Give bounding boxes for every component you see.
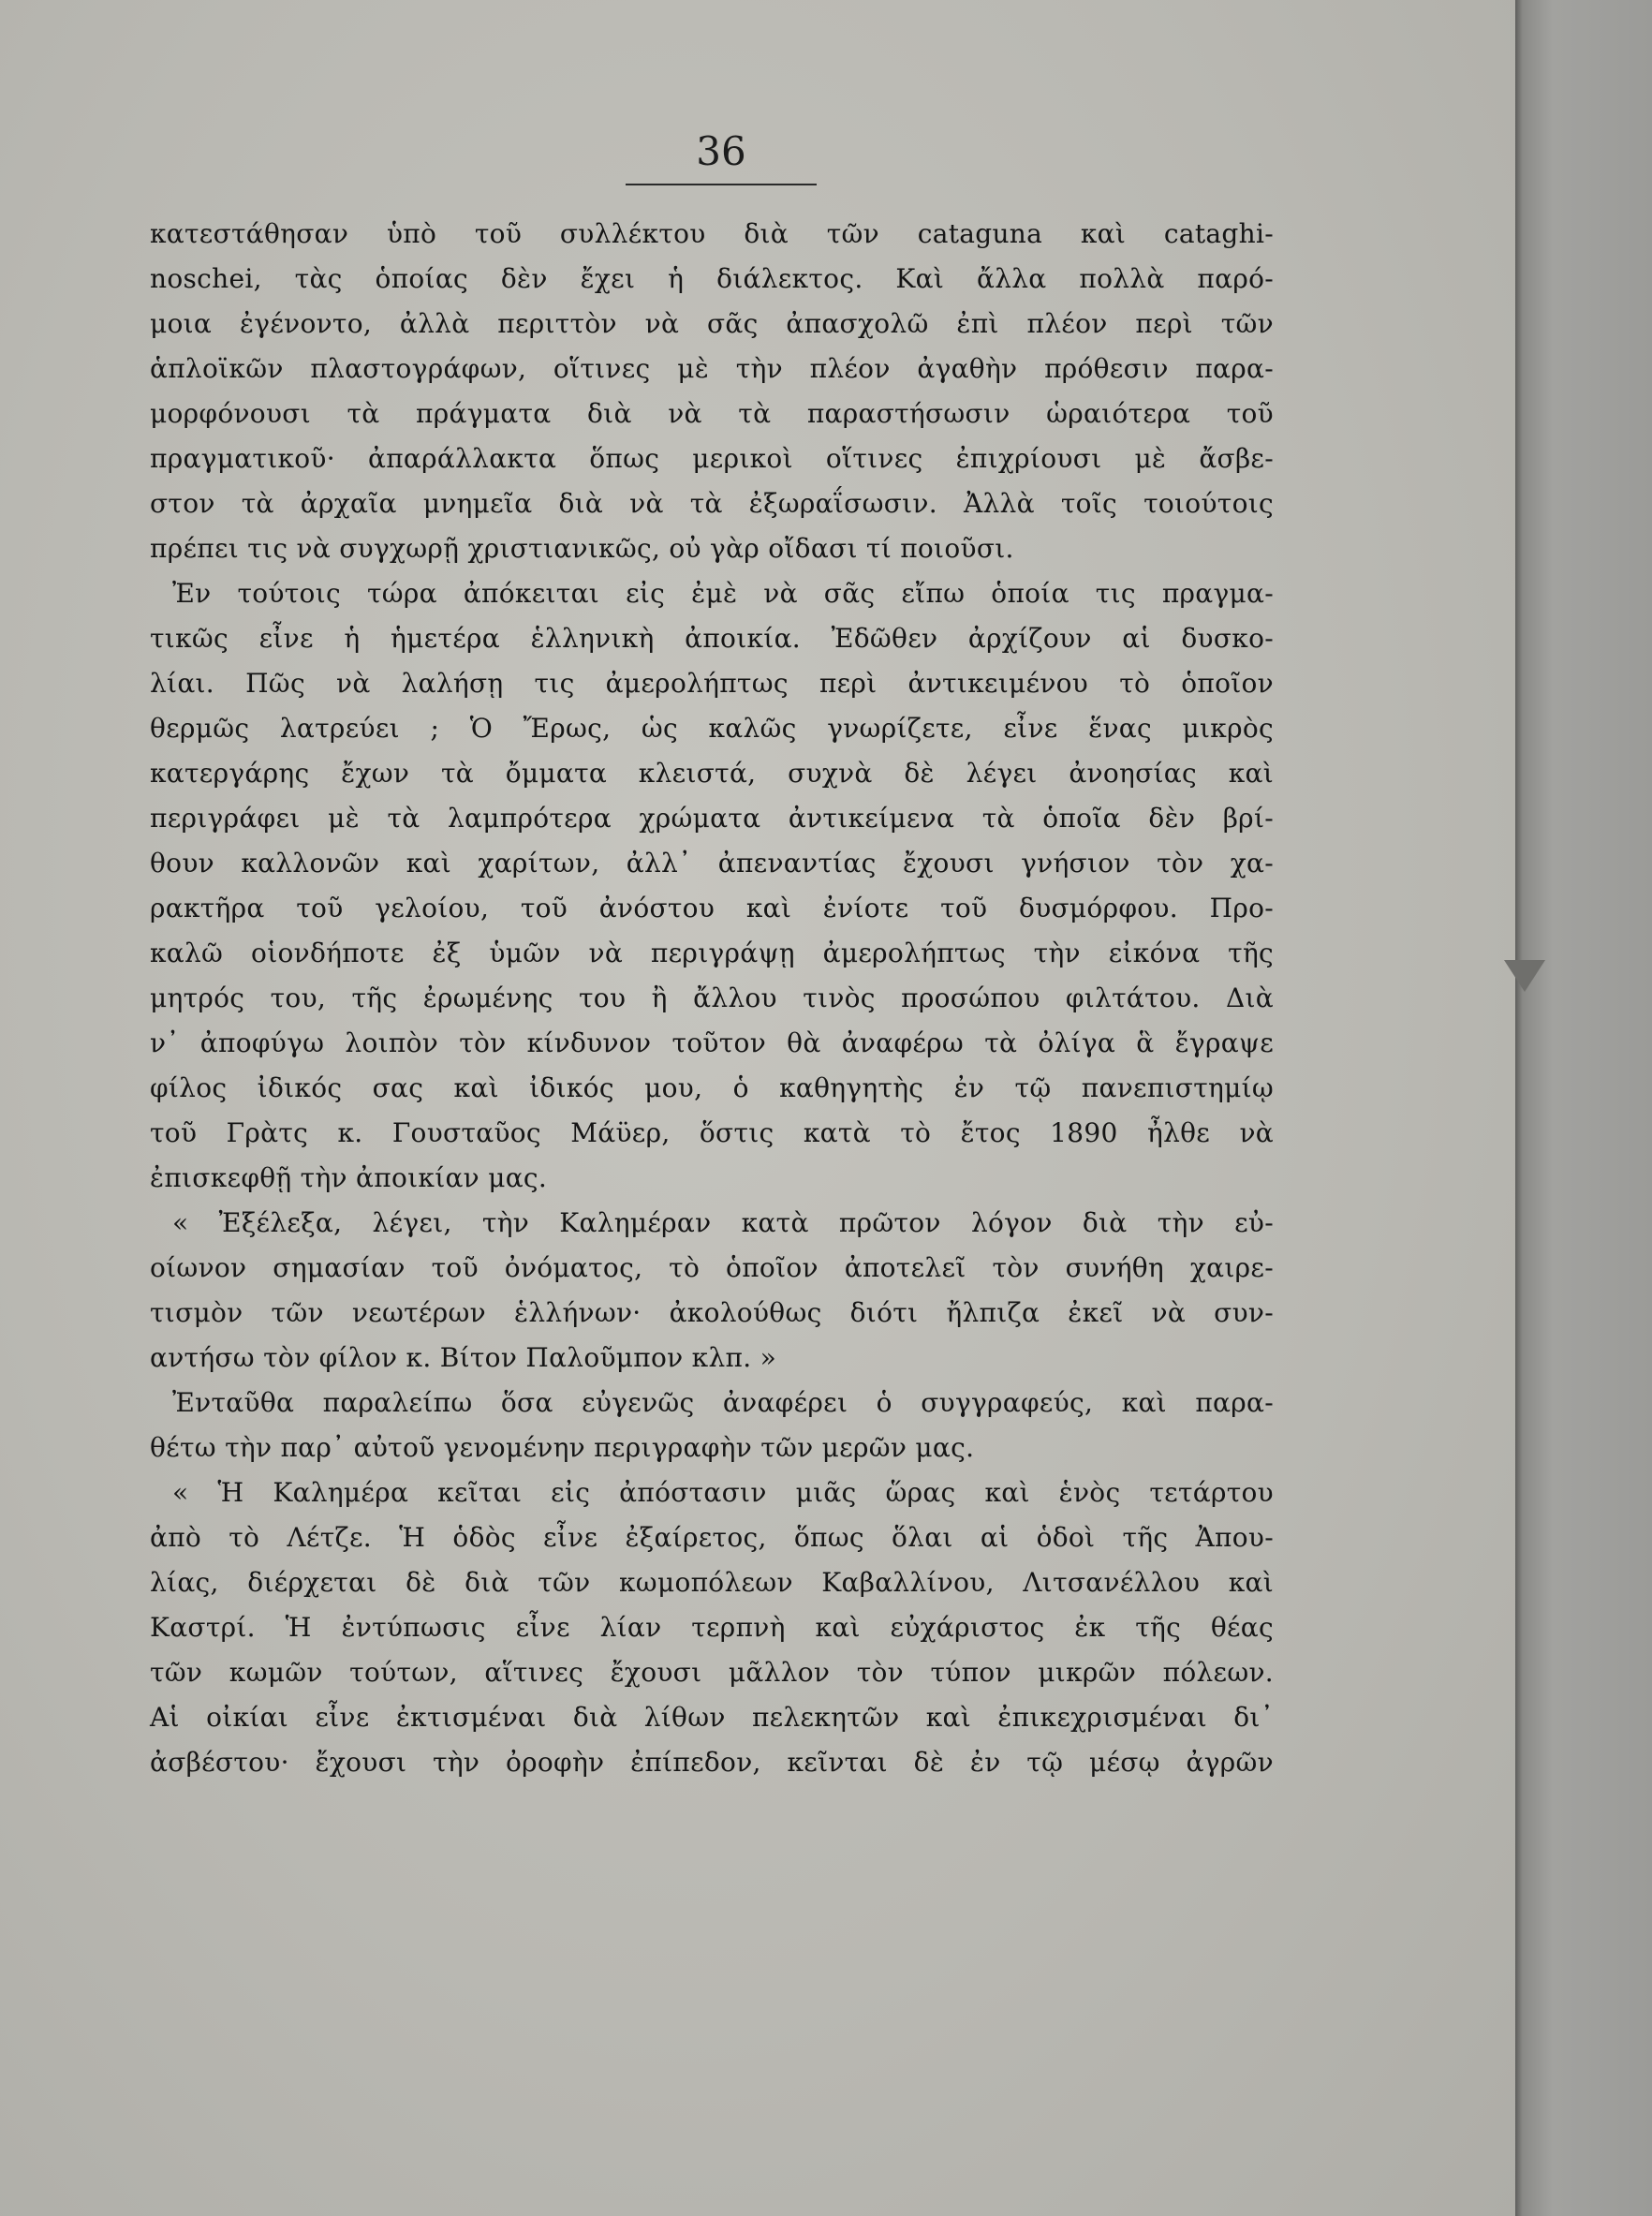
bookmark-ribbon — [1504, 960, 1545, 992]
text-line: φίλος ἰδικός σας καὶ ἰδικός μου, ὁ καθηγητὴς ἐν τῷ πανεπιστημίῳ — [150, 1072, 1274, 1103]
body-text — [150, 212, 1274, 1785]
text-line: Καστρί. Ἡ ἐντύπωσις εἶνε λίαν τερπνὴ καὶ εὐχάριστος ἐκ τῆς θέας — [150, 1612, 1274, 1643]
text-line: « Ἐξέλεξα, λέγει, τὴν Καλημέραν κατὰ πρῶτον λόγον διὰ τὴν εὐ- — [172, 1207, 1274, 1238]
text-line: περιγράφει μὲ τὰ λαμπρότερα χρώματα ἀντικείμενα τὰ ὁποῖα δὲν βρί- — [150, 803, 1274, 834]
text-line: ἀπὸ τὸ Λέτζε. Ἡ ὁδὸς εἶνε ἐξαίρετος, ὅπως ὅλαι αἱ ὁδοὶ τῆς Ἀπου- — [150, 1522, 1274, 1553]
text-line: καλῶ οἱονδήποτε ἐξ ὑμῶν νὰ περιγράψῃ ἀμερολήπτως τὴν εἰκόνα τῆς — [150, 938, 1274, 968]
text-line: ν᾽ ἀποφύγω λοιπὸν τὸν κίνδυνον τοῦτον θὰ ἀναφέρω τὰ ὀλίγα ἃ ἔγραψε — [150, 1027, 1274, 1058]
text-line: noschei, τὰς ὁποίας δὲν ἔχει ἡ διάλεκτος. Καὶ ἄλλα πολλὰ παρό- — [150, 263, 1274, 294]
text-line: ἐπισκεφθῇ τὴν ἀποικίαν μας. — [150, 1162, 548, 1193]
text-line: λίαι. Πῶς νὰ λαλήσῃ τις ἀμερολήπτως περὶ ἀντικειμένου τὸ ὁποῖον — [150, 668, 1274, 699]
text-line: πραγματικοῦ· ἀπαράλλακτα ὅπως μερικοὶ οἵτινες ἐπιχρίουσι μὲ ἄσβε- — [150, 443, 1274, 474]
text-line: τῶν κωμῶν τούτων, αἵτινες ἔχουσι μᾶλλον τὸν τύπον μικρῶν πόλεων. — [150, 1657, 1274, 1688]
text-line: Ἐν τούτοις τώρα ἀπόκειται εἰς ἐμὲ νὰ σᾶς εἴπω ὁποία τις πραγμα- — [172, 578, 1274, 609]
text-line: οίωνον σημασίαν τοῦ ὀνόματος, τὸ ὁποῖον ἀποτελεῖ τὸν συνήθη χαιρε- — [150, 1252, 1274, 1283]
text-line: στον τὰ ἀρχαῖα μνημεῖα διὰ νὰ τὰ ἐξωραΐσωσιν. Ἀλλὰ τοῖς τοιούτοις — [150, 488, 1274, 519]
text-line: Αἱ οἰκίαι εἶνε ἐκτισμέναι διὰ λίθων πελεκητῶν καὶ ἐπικεχρισμέναι δι᾽ — [150, 1702, 1274, 1733]
text-line: ἀσβέστου· ἔχουσι τὴν ὀροφὴν ἐπίπεδον, κεῖνται δὲ ἐν τῷ μέσῳ ἀγρῶν — [150, 1747, 1274, 1778]
text-line: μητρός του, τῆς ἐρωμένης του ἢ ἄλλου τινὸς προσώπου φιλτάτου. Διὰ — [150, 982, 1274, 1013]
text-line: θέτω τὴν παρ᾽ αὐτοῦ γενομένην περιγραφὴν τῶν μερῶν μας. — [150, 1432, 975, 1463]
text-line: λίας, διέρχεται δὲ διὰ τῶν κωμοπόλεων Καβαλλίνου, Λιτσανέλλου καὶ — [150, 1567, 1274, 1598]
book-binding-edge — [1515, 0, 1652, 2216]
text-line: θερμῶς λατρεύει ; Ὁ Ἔρως, ὡς καλῶς γνωρίζετε, εἶνε ἕνας μικρὸς — [150, 713, 1274, 744]
text-line: αντήσω τὸν φίλον κ. Βίτον Παλοῦμπον κλπ. » — [150, 1342, 777, 1373]
text-line: τικῶς εἶνε ἡ ἡμετέρα ἑλληνικὴ ἀποικία. Ἐδῶθεν ἀρχίζουν αἱ δυσκο- — [150, 623, 1274, 654]
text-line: ρακτῆρα τοῦ γελοίου, τοῦ ἀνόστου καὶ ἐνίοτε τοῦ δυσμόρφου. Προ- — [150, 893, 1274, 923]
text-line: « Ἡ Καλημέρα κεῖται εἰς ἀπόστασιν μιᾶς ὥρας καὶ ἑνὸς τετάρτου — [172, 1477, 1274, 1508]
page-number: 36 — [696, 128, 746, 174]
text-line: τοῦ Γρὰτς κ. Γουσταῦος Μάϋερ, ὅστις κατὰ τὸ ἔτος 1890 ἦλθε νὰ — [150, 1117, 1274, 1148]
text-line: μορφόνουσι τὰ πράγματα διὰ νὰ τὰ παραστήσωσιν ὡραιότερα τοῦ — [150, 398, 1274, 429]
text-line: κατεργάρης ἔχων τὰ ὄμματα κλειστά, συχνὰ δὲ λέγει ἀνοησίας καὶ — [150, 758, 1274, 789]
text-line: Ἐνταῦθα παραλείπω ὅσα εὐγενῶς ἀναφέρει ὁ συγγραφεύς, καὶ παρα- — [172, 1387, 1274, 1418]
text-line: θουν καλλονῶν καὶ χαρίτων, ἀλλ᾽ ἀπεναντίας ἔχουσι γνήσιον τὸν χα- — [150, 848, 1274, 879]
text-line: ἁπλοϊκῶν πλαστογράφων, οἵτινες μὲ τὴν πλέον ἀγαθὴν πρόθεσιν παρα- — [150, 353, 1274, 384]
page-number-rule — [626, 184, 817, 185]
text-line: μοια ἐγένοντο, ἀλλὰ περιττὸν νὰ σᾶς ἀπασχολῶ ἐπὶ πλέον περὶ τῶν — [150, 308, 1274, 339]
text-line: τισμὸν τῶν νεωτέρων ἑλλήνων· ἀκολούθως διότι ἤλπιζα ἐκεῖ νὰ συν- — [150, 1297, 1274, 1328]
text-line: κατεστάθησαν ὑπὸ τοῦ συλλέκτου διὰ τῶν cataguna καὶ cataghi- — [150, 218, 1274, 249]
text-line: πρέπει τις νὰ συγχωρῇ χριστιανικῶς, οὐ γὰρ οἴδασι τί ποιοῦσι. — [150, 533, 1014, 564]
